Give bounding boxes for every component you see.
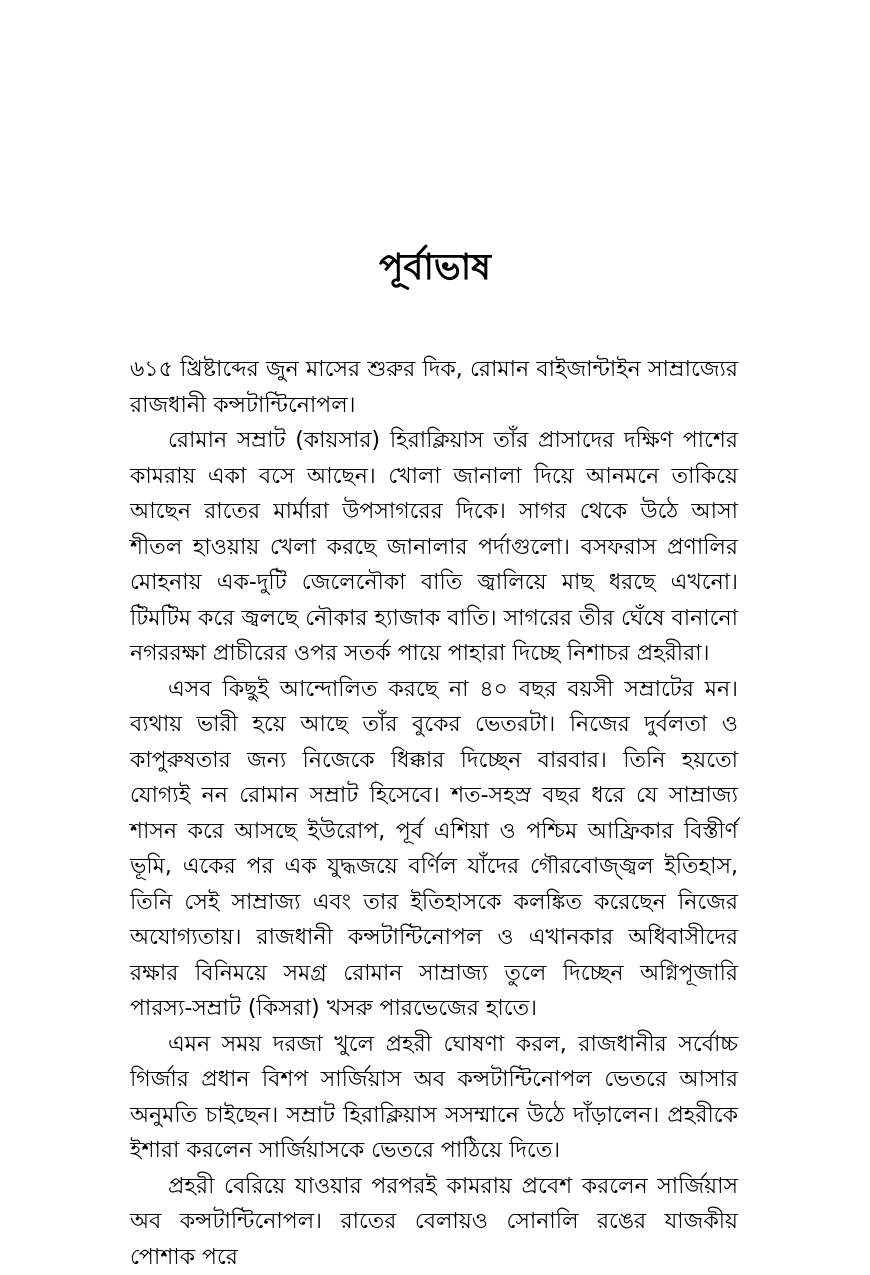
paragraph-4: এমন সময় দরজা খুলে প্রহরী ঘোষণা করল, রাজধানীর সর্বোচ্চ গির্জার প্রধান বিশপ সার্জিয়াস অব কন্সটান্টিনোপল ভেতরে আসার অনুমতি চাইছেন। সম্রাট হিরাক্লিয়াস সসম্মানে উঠে দাঁড়ালেন। প্রহরীকে ইশারা করলেন সার্জিয়াসকে ভেতরে পাঠিয়ে দিতে। (130, 1027, 738, 1169)
chapter-title: পূর্বাভাষ (0, 238, 870, 298)
paragraph-2: রোমান সম্রাট (কায়সার) হিরাক্লিয়াস তাঁর প্রাসাদের দক্ষিণ পাশের কামরায় একা বসে আছেন। খোলা জানালা দিয়ে আনমনে তাকিয়ে আছেন রাতের মার্মারা উপসাগরের দিকে। সাগর থেকে উঠে আসা শীতল হাওয়ায় খেলা করছে জানালার পর্দাগুলো। বসফরাস প্রণালির মোহনায় এক-দুটি জেলেনৌকা বাতি জ্বালিয়ে মাছ ধরছে এখনো। টিমটিম করে জ্বলছে নৌকার হ্যাজাক বাতি। সাগরের তীর ঘেঁষে বানানো নগররক্ষা প্রাচীরের ওপর সতর্ক পায়ে পাহারা দিচ্ছে নিশাচর প্রহরীরা। (130, 423, 738, 672)
paragraph-3: এসব কিছুই আন্দোলিত করছে না ৪০ বছর বয়সী সম্রাটের মন। ব্যথায় ভারী হয়ে আছে তাঁর বুকের ভেতরটা। নিজের দুর্বলতা ও কাপুরুষতার জন্য নিজেকে ধিক্কার দিচ্ছেন বারবার। তিনি হয়তো যোগ্যই নন রোমান সম্রাট হিসেবে। শত-সহস্র বছর ধরে যে সাম্রাজ্য শাসন করে আসছে ইউরোপ, পূর্ব এশিয়া ও পশ্চিম আফ্রিকার বিস্তীর্ণ ভূমি, একের পর এক যুদ্ধজয়ে বর্ণিল যাঁদের গৌরবোজ্জ্বল ইতিহাস, তিনি সেই সাম্রাজ্য এবং তার ইতিহাসকে কলঙ্কিত করেছেন নিজের অযোগ্যতায়। রাজধানী কন্সটান্টিনোপল ও এখানকার অধিবাসীদের রক্ষার বিনিময়ে সমগ্র রোমান সাম্রাজ্য তুলে দিচ্ছেন অগ্নিপূজারি পারস্য-সম্রাট (কিসরা) খসরু পারভেজের হাতে। (130, 672, 738, 1027)
chapter-body (130, 352, 738, 1275)
paragraph-1: ৬১৫ খ্রিষ্টাব্দের জুন মাসের শুরুর দিক, রোমান বাইজান্টাইন সাম্রাজ্যের রাজধানী কন্সটান্টিনোপল। (130, 352, 738, 423)
paragraph-5: প্রহরী বেরিয়ে যাওয়ার পরপরই কামরায় প্রবেশ করলেন সার্জিয়াস অব কন্সটান্টিনোপল। রাতের বেলায়ও সোনালি রঙের যাজকীয় পোশাক পরে (130, 1169, 738, 1275)
